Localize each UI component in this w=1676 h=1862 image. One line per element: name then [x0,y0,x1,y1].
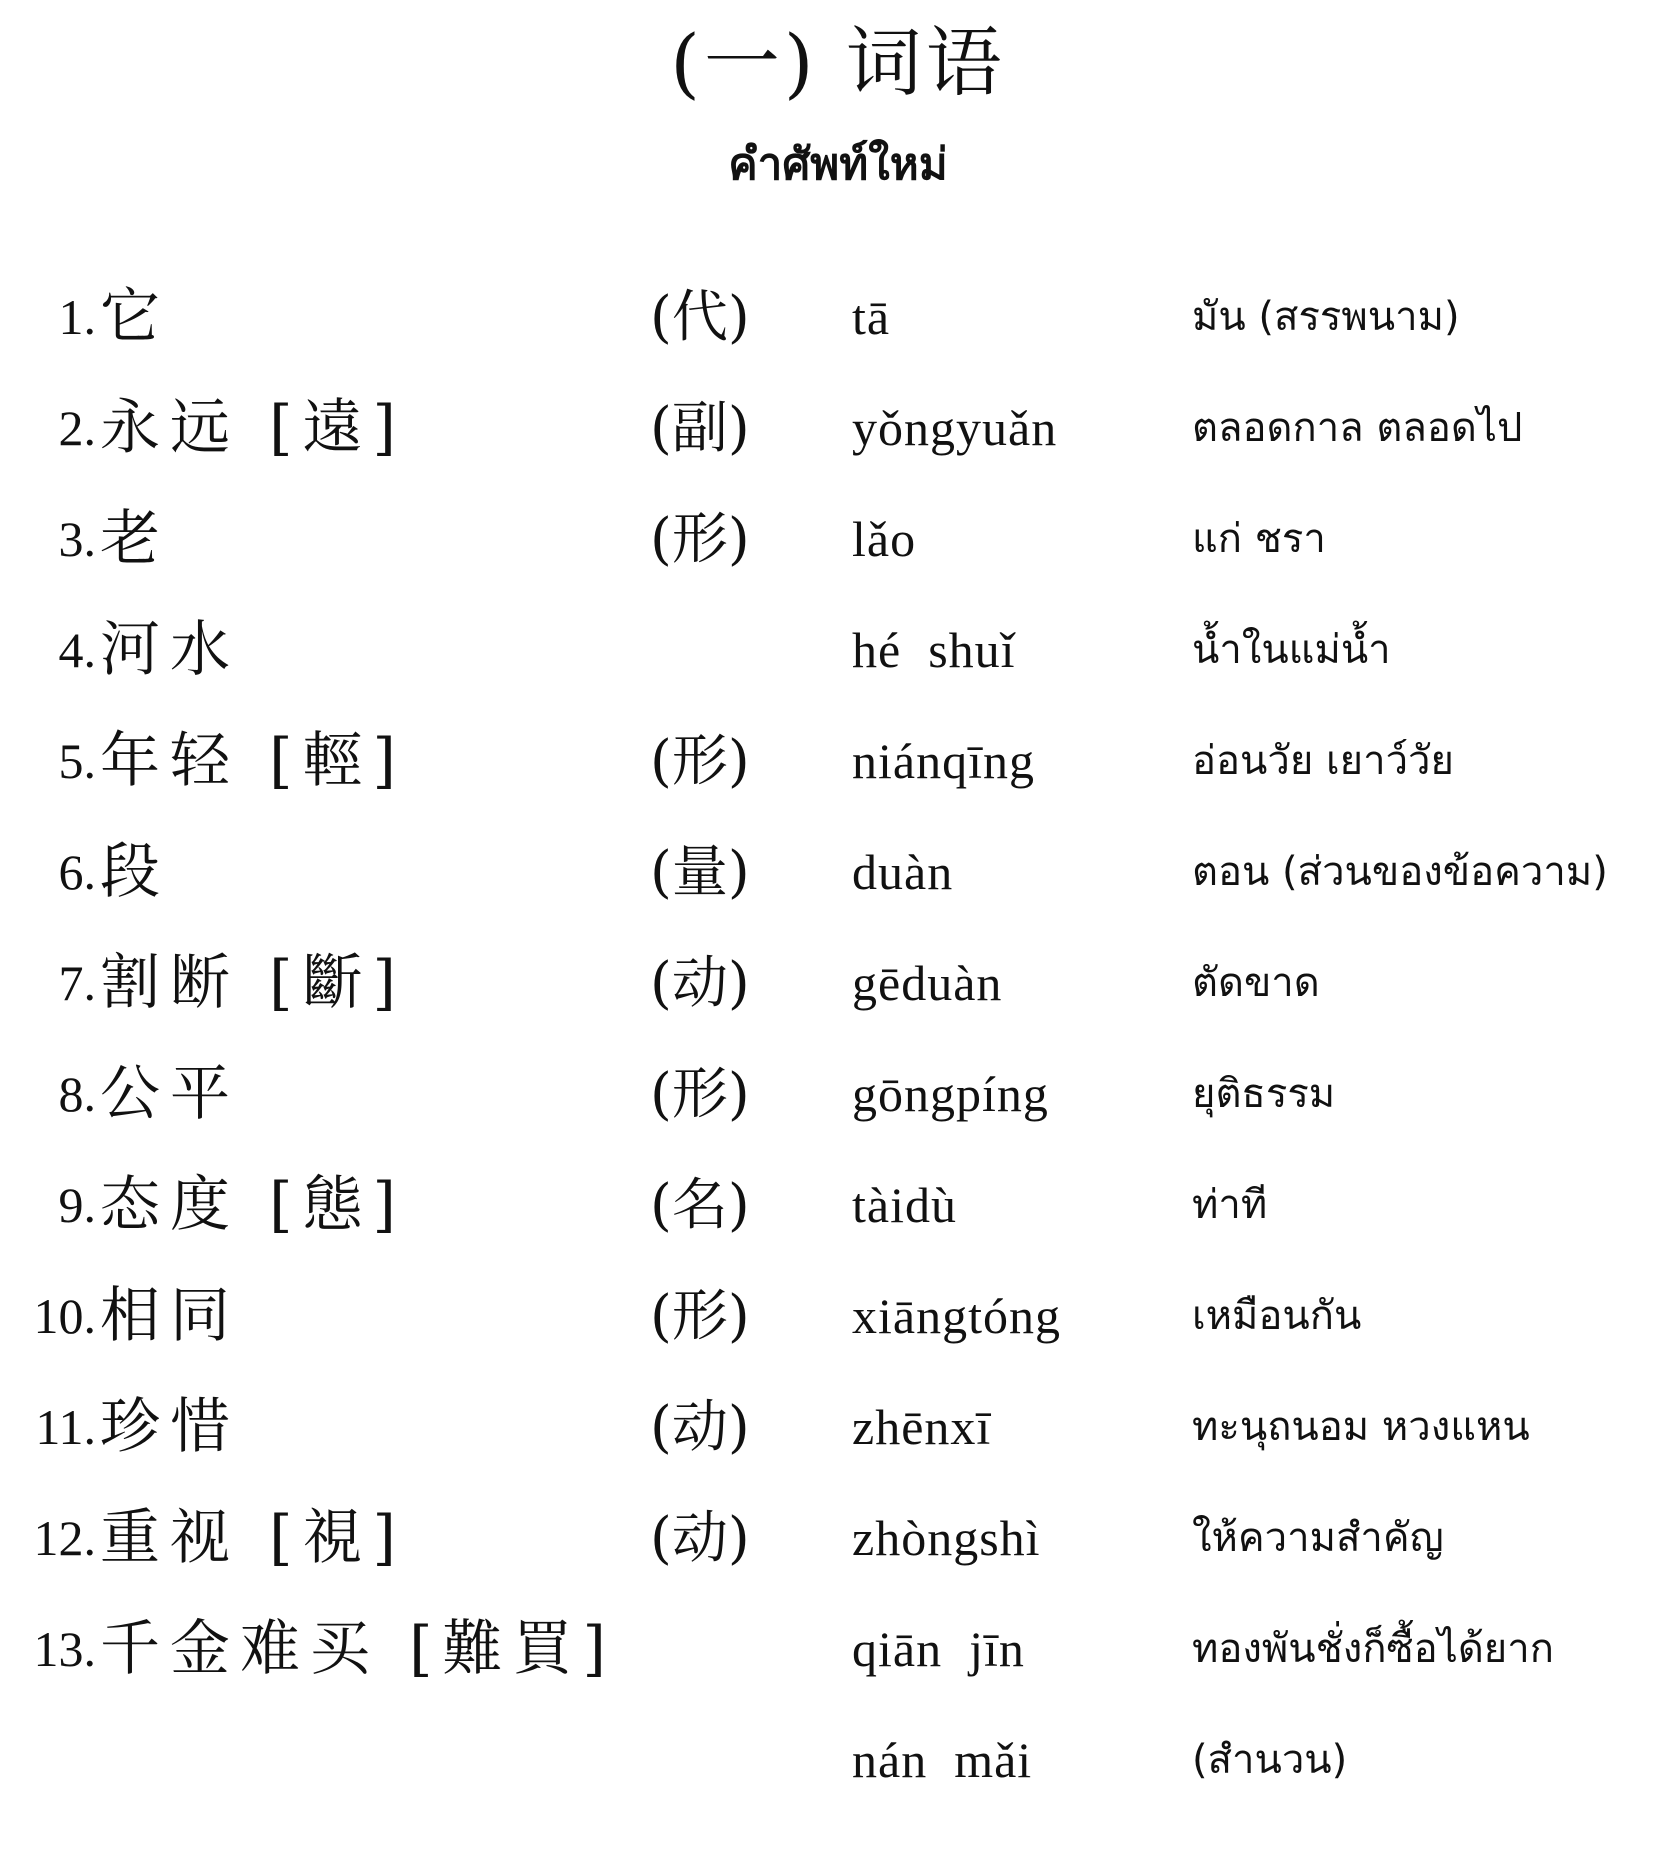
vocab-part-of-speech: (形) [650,1062,750,1127]
vocab-part-of-speech: (形) [650,507,750,572]
vocab-list [0,262,1676,1816]
vocab-number: 4. [58,622,96,678]
vocab-meaning: เหมือนกัน [1192,1293,1362,1339]
vocab-meaning: ทะนุถนอม หวงแหน [1192,1404,1530,1450]
vocab-row [0,595,1676,706]
vocab-part-of-speech: (形) [650,1284,750,1349]
vocab-word: 段 [100,837,170,907]
vocab-word: 态度 [態] [100,1170,406,1240]
vocab-meaning: ตอน (ส่วนของข้อความ) [1192,849,1608,895]
vocab-meaning: ตัดขาด [1192,960,1320,1006]
page-subtitle: คำศัพท์ใหม่ [728,139,948,190]
vocab-row [0,373,1676,484]
vocab-row [0,1039,1676,1150]
vocab-word: 重视 [視] [100,1503,406,1573]
vocab-part-of-speech: (代) [650,285,750,350]
vocab-word: 相同 [100,1281,240,1351]
vocab-word: 它 [100,282,170,352]
vocab-meaning: ยุติธรรม [1192,1071,1336,1117]
vocab-part-of-speech: (名) [650,1173,750,1238]
vocab-row [0,1150,1676,1261]
vocab-meaning: ให้ความสำคัญ [1192,1515,1444,1561]
vocab-word: 河水 [100,615,240,685]
vocab-number: 12. [33,1510,96,1566]
vocab-pinyin: xiāngtóng [852,1288,1061,1344]
vocab-meaning: น้ำในแม่น้ำ [1192,627,1391,673]
vocab-number: 1. [58,289,96,345]
vocab-word: 千金难买 [難買] [100,1614,616,1684]
vocab-number: 9. [58,1177,96,1233]
vocab-pinyin: tā [852,289,891,345]
vocab-row [0,262,1676,373]
vocab-meaning: ท่าที [1192,1182,1268,1228]
vocab-pinyin: tàidù [852,1177,957,1233]
vocab-pinyin: hé shuǐ [852,622,1016,678]
vocab-word: 老 [100,504,170,574]
vocab-pinyin: nán mǎi [852,1732,1033,1788]
vocab-part-of-speech: (形) [650,729,750,794]
vocab-part-of-speech: (动) [650,951,750,1016]
vocab-number: 6. [58,844,96,900]
vocab-row [0,928,1676,1039]
vocab-pinyin: qiān jīn [852,1621,1025,1677]
vocab-pinyin: duàn [852,844,954,900]
vocab-part-of-speech: (量) [650,840,750,905]
vocab-part-of-speech: (动) [650,1395,750,1460]
vocab-word: 珍惜 [100,1392,240,1462]
vocab-word: 割断 [斷] [100,948,406,1018]
vocab-meaning: ตลอดกาล ตลอดไป [1192,405,1523,451]
vocab-pinyin: gōngpíng [852,1066,1049,1122]
vocab-pinyin: zhòngshì [852,1510,1041,1566]
vocab-part-of-speech: (动) [650,1506,750,1571]
vocab-number: 3. [58,511,96,567]
vocab-meaning: มัน (สรรพนาม) [1192,294,1460,340]
vocab-pinyin: lǎo [852,511,917,567]
vocab-number: 8. [58,1066,96,1122]
vocab-number: 2. [58,400,96,456]
page-title: (一) 词语 [670,18,1006,107]
vocab-pinyin: niánqīng [852,733,1035,789]
vocab-meaning: (สำนวน) [1192,1737,1348,1783]
vocab-row [0,1261,1676,1372]
vocab-row [0,817,1676,928]
vocab-meaning: อ่อนวัย เยาว์วัย [1192,738,1454,784]
vocab-number: 10. [33,1288,96,1344]
vocab-word: 公平 [100,1059,240,1129]
vocab-number: 7. [58,955,96,1011]
vocab-row [0,484,1676,595]
vocab-row [0,706,1676,817]
vocab-row [0,1705,1676,1816]
vocab-word: 永远 [遠] [100,393,406,463]
vocab-row [0,1483,1676,1594]
vocab-number: 13. [33,1621,96,1677]
vocab-meaning: ทองพันชั่งก็ซื้อได้ยาก [1192,1626,1554,1672]
vocab-row [0,1372,1676,1483]
vocab-word: 年轻 [輕] [100,726,406,796]
vocab-pinyin: yǒngyuǎn [852,400,1058,456]
vocab-pinyin: zhēnxī [852,1399,992,1455]
vocab-meaning: แก่ ชรา [1192,516,1326,562]
vocab-number: 5. [58,733,96,789]
vocab-number: 11. [35,1399,96,1455]
vocab-part-of-speech: (副) [650,396,750,461]
vocab-pinyin: gēduàn [852,955,1003,1011]
vocab-row [0,1594,1676,1705]
